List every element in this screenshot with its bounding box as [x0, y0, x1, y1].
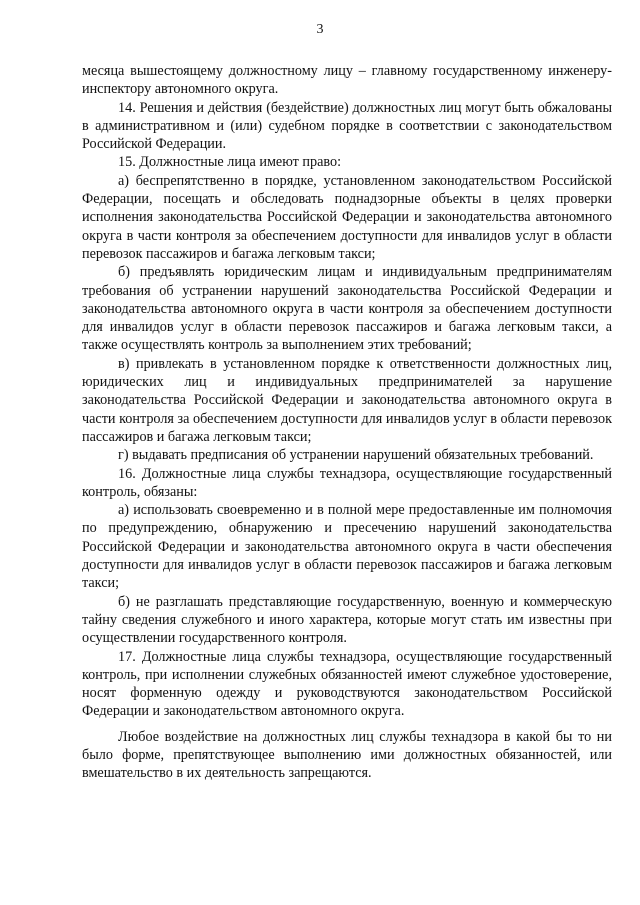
paragraph-item-15a: а) беспрепятственно в порядке, установленном законодательством Российской Федерации, посещать и обследовать поднадзорные объекты в целях проверки исполнения законодательства Российской Федерации и законодательства автономного округа в части контроля за обеспечением доступности для инвалидов услуг в области перевозок пассажиров и багажа легковым такси; [82, 172, 612, 262]
document-body [82, 62, 612, 783]
paragraph-item-15: 15. Должностные лица имеют право: [118, 154, 342, 171]
paragraph-item-15b: б) предъявлять юридическим лицам и индивидуальным предпринимателям требования об устранении нарушений законодательства Российской Федерации и законодательства автономного округа в части контроля за обеспечением доступности для инвалидов услуг в области перевозок пассажиров и багажа легковым такси, а также осуществлять контроль за выполнением этих требований; [82, 264, 612, 354]
paragraph-item-16a: а) использовать своевременно и в полной мере предоставленные им полномочия по предупреждению, обнаружению и пресечению нарушений законодательства Российской Федерации и законодательства автономного округа в части обеспечения доступности для инвалидов услуг в области перевозок пассажиров и багажа легковым такси; [82, 502, 612, 592]
paragraph-item-15v: в) привлекать в установленном порядке к ответственности должностных лиц, юридических лиц и индивидуальных предпринимателей за нарушение законодательства Российской Федерации и законодательства автономного округа в части контроля за обеспечением доступности для инвалидов услуг в области перевозок пассажиров и багажа легковым такси; [82, 355, 612, 445]
paragraph-item-15g: г) выдавать предписания об устранении нарушений обязательных требований. [118, 447, 594, 464]
paragraph-item-14: 14. Решения и действия (бездействие) должностных лиц могут быть обжалованы в административном и (или) судебном порядке в соответствии с законодательством Российской Федерации. [82, 99, 612, 153]
page-number: 3 [316, 22, 324, 37]
paragraph-continuation: месяца вышестоящему должностному лицу – главному государственному инженеру-инспектору автономного округа. [82, 63, 612, 98]
paragraph-item-16b: б) не разглашать представляющие государственную, военную и коммерческую тайну сведения служебного и иного характера, которые могут стать им известны при осуществлении государственного контроля. [82, 593, 612, 647]
paragraph-final: Любое воздействие на должностных лиц службы технадзора в какой бы то ни было форме, препятствующее выполнению ими должностных обязанностей, или вмешательство в их деятельность запрещаются. [82, 728, 612, 782]
paragraph-item-16: 16. Должностные лица службы технадзора, осуществляющие государственный контроль, обязаны: [82, 465, 612, 500]
paragraph-item-17: 17. Должностные лица службы технадзора, осуществляющие государственный контроль, при исполнении служебных обязанностей имеют служебное удостоверение, носят форменную одежду и руководствуются законодательством Российской Федерации и законодательством автономного округа. [82, 648, 612, 720]
